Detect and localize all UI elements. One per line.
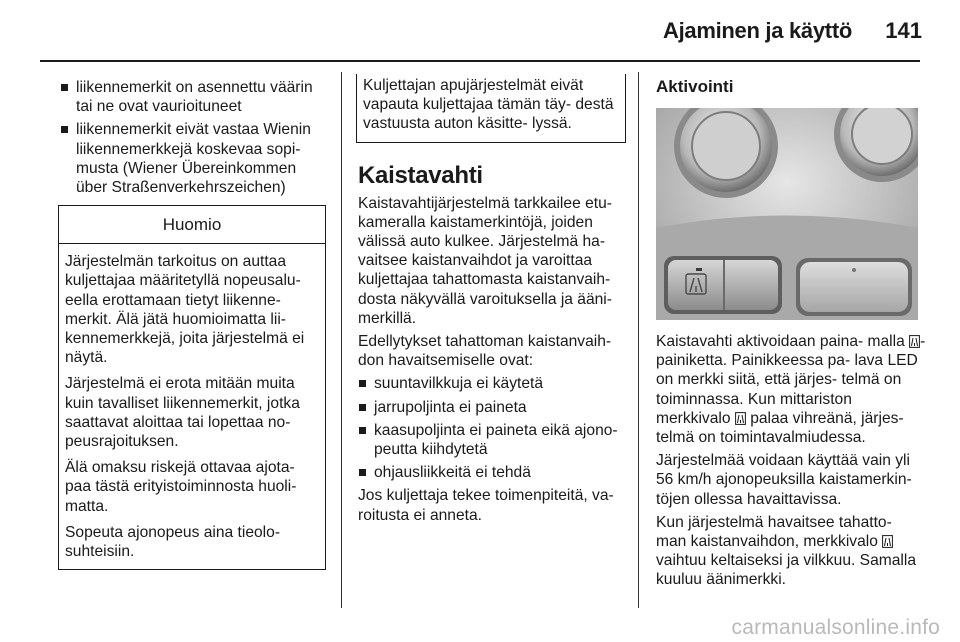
list-item-text: ohjausliikkeitä ei tehdä	[374, 464, 531, 482]
caution-box	[58, 205, 326, 570]
caution-heading: Huomio	[59, 206, 325, 244]
subsection-heading: Aktivointi	[656, 77, 734, 96]
watermark: carmanualsonline.info	[731, 616, 940, 639]
caution-paragraph: Älä omaksu riskejä ottavaa ajota- paa tästä erityistoiminnosta huoli- matta.	[65, 459, 297, 515]
lane-keep-icon	[909, 335, 920, 348]
bullet-square-icon	[61, 84, 68, 91]
warning-paragraph	[656, 513, 926, 590]
list-item	[358, 421, 626, 459]
list-item-text: liikennemerkit on asennettu väärin tai ne ovat vaurioituneet	[76, 79, 313, 116]
bullet-square-icon	[359, 427, 366, 434]
activation-text-1: Kaistavahti aktivoidaan paina- malla	[656, 333, 910, 350]
list-item-text: kaasupoljinta ei paineta eikä ajono- peutta kiihdytetä	[374, 421, 618, 459]
list-item-text: liikennemerkit eivät vastaa Wienin liikennemerkkejä koskevaa sopi- musta (Wiener Übereinkommen über Straßenverkehrszeichen)	[76, 121, 311, 197]
caution-paragraph: Järjestelmän tarkoitus on auttaa kuljettajaa määritetyllä nopeusalu- eella erottamaan tietyt liikenne- merkit. Älä jätä huomioimatta lii- kennemerkkejä, joita järjestelmä ei näytä.	[65, 253, 305, 367]
intro-paragraph: Kaistavahtijärjestelmä tarkkailee etu- kameralla kaistamerkintöjä, joiden välissä auto kulkee. Järjestelmä ha- vaitsee kaistanvaihdot ja varoittaa kuljettajaa tahattomasta kaistanvaih- dosta näkyvällä varoituksella ja ääni- merkillä.	[358, 194, 612, 327]
caution-paragraph: Järjestelmä ei erota mitään muita kuin tavalliset liikennemerkit, jotka saattavat aloittaa tai lopettaa no- peusrajoituksen.	[65, 375, 300, 451]
list-item	[60, 120, 325, 197]
activation-paragraph	[656, 332, 926, 447]
list-item	[358, 463, 626, 482]
conditions-intro: Edellytykset tahattoman kaistanvaih- don havaitsemiselle ovat:	[358, 333, 612, 370]
bullet-square-icon	[359, 469, 366, 476]
column-divider-1	[341, 72, 342, 608]
list-item-text: suuntavilkkuja ei käytetä	[374, 375, 544, 393]
warning-text-2: vaihtuu keltaiseksi ja vilkkuu. Samalla kuuluu äänimerkki.	[656, 552, 917, 589]
header-rule	[40, 60, 920, 62]
note-box	[356, 74, 626, 143]
console-button-photo	[656, 108, 918, 320]
bullet-square-icon	[61, 126, 68, 133]
outro-paragraph: Jos kuljettaja tekee toimenpiteitä, va- roitusta ei anneta.	[358, 487, 614, 524]
list-item-text: jarrupoljinta ei paineta	[374, 398, 527, 416]
lane-keep-icon	[735, 412, 746, 425]
column-3	[656, 78, 926, 594]
note-text: Kuljettajan apujärjestelmät eivät vapauta kuljettajaa tämän täy- destä vastuusta auton käsitte- lyssä.	[363, 77, 614, 133]
bullet-square-icon	[359, 404, 366, 411]
running-header-title: Ajaminen ja käyttö	[663, 18, 852, 43]
section-heading: Kaistavahti	[358, 161, 483, 189]
list-item	[358, 398, 626, 417]
page-number: 141	[885, 18, 922, 43]
caution-body	[59, 244, 325, 569]
speed-paragraph: Järjestelmää voidaan käyttää vain yli 56 km/h ajonopeuksilla kaistamerkin- töjen ollessa havaittavissa.	[656, 452, 912, 508]
column-divider-2	[638, 72, 639, 608]
list-item	[60, 78, 325, 116]
lane-keep-icon	[882, 535, 893, 548]
list-item	[358, 374, 626, 393]
activation-text-2: -painiketta. Painikkeessa pa- lava LED on merkki siitä, että järjes- telmä on toiminnassa. Kun mittariston merkkivalo	[656, 333, 926, 427]
column-1	[60, 78, 325, 570]
warning-text-1: Kun järjestelmä havaitsee tahatto- man kaistanvaihdon, merkkivalo	[656, 513, 892, 551]
column-2	[358, 78, 626, 529]
activation-text-3: palaa vihreänä, järjes- telmä on toimintavalmiudessa.	[656, 409, 904, 447]
bullet-square-icon	[359, 380, 366, 387]
caution-paragraph: Sopeuta ajonopeus aina tieolo- suhteisiin.	[65, 523, 281, 561]
